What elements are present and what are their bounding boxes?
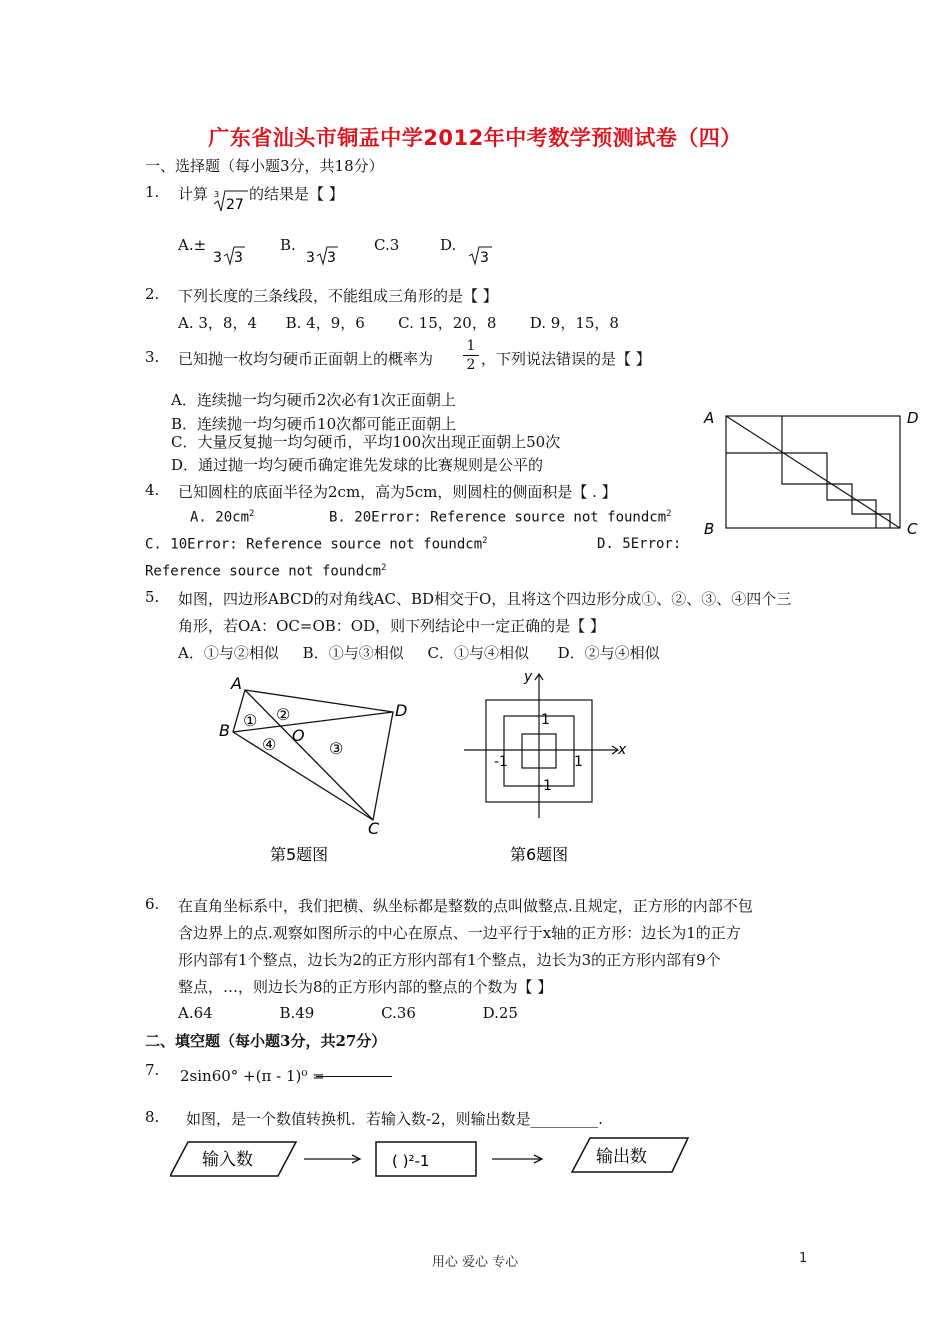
region-1: ① — [243, 711, 258, 730]
label-d: D — [907, 409, 919, 427]
page-number: 1 — [799, 1251, 808, 1266]
question-text: 已知抛一枚均匀硬币正面朝上的概率为 — [178, 350, 434, 368]
label-o: O — [292, 726, 305, 745]
option-b: B．连续抛一均匀硬币10次都可能正面朝上 — [171, 415, 457, 433]
option-b: B. 20Error: Reference source not foundcm$^2$ — [329, 509, 672, 526]
question-text: 计算 — [178, 185, 209, 203]
expression: 2sin60° +(π - 1)⁰ = — [180, 1067, 325, 1085]
question-text-line1: 在直角坐标系中，我们把横、纵坐标都是整数的点叫做整点.且规定，正方形的内部不包 — [178, 897, 753, 915]
option-b: B. — [280, 236, 296, 254]
question-text-suffix: 的结果是【 】 — [249, 185, 344, 203]
question-number: 6. — [145, 895, 160, 913]
region-2: ② — [276, 705, 291, 724]
question-text-line4: 整点，…，则边长为8的正方形内部的整点的个数为【 】 — [178, 978, 553, 996]
radical-index: 3 — [214, 190, 220, 199]
question-number: 4. — [145, 481, 160, 499]
question-number: 5. — [145, 588, 160, 606]
label-c: C — [907, 520, 918, 538]
cube-root-expression — [212, 188, 248, 218]
region-4: ④ — [262, 735, 277, 754]
operation-box-label: ( )²-1 — [392, 1152, 430, 1170]
svg-text:3: 3 — [234, 250, 243, 266]
option-d-value — [468, 243, 494, 271]
page-title: 广东省汕头市铜盂中学2012年中考数学预测试卷（四） — [208, 126, 742, 150]
question-number: 3. — [145, 348, 160, 366]
tick-y-1: 1 — [541, 712, 550, 728]
tick-y-neg1: -1 — [538, 778, 552, 794]
options-row: A. 3，8，4 B. 4，9，6 C. 15，20，8 D. 9，15，8 — [178, 314, 619, 332]
fraction-one-half: 1 2 — [463, 338, 479, 373]
question-number: 8. — [145, 1108, 160, 1126]
region-3: ③ — [329, 739, 344, 758]
label-b: B — [704, 520, 715, 538]
axis-y-label: y — [524, 669, 533, 685]
svg-text:3: 3 — [213, 250, 222, 266]
question-text: 下列长度的三条线段，不能组成三角形的是【 】 — [178, 287, 498, 305]
section-heading-fill-in: 二、填空题（每小题3分，共27分） — [145, 1032, 387, 1050]
option-d: D. — [440, 236, 457, 254]
option-a: A．连续抛一均匀硬币2次必有1次正面朝上 — [171, 391, 456, 409]
label-a: A — [704, 409, 715, 427]
tick-x-1: 1 — [574, 754, 583, 770]
svg-text:3: 3 — [306, 250, 315, 266]
footer-motto: 用心 爱心 专心 — [431, 1255, 519, 1270]
input-box-label: 输入数 — [202, 1150, 253, 1170]
figure-5-quadrilateral — [215, 672, 415, 872]
option-a: A. $20cm^2$ — [190, 509, 255, 526]
question-text-line2: 含边界上的点.观察如图所示的中心在原点、一边平行于x轴的正方形：边长为1的正方 — [178, 924, 741, 942]
section-heading-choice: 一、选择题（每小题3分，共18分） — [145, 157, 384, 175]
option-a-value — [213, 243, 247, 271]
option-c: C. 10Error: Reference source not foundcm$^2$ — [145, 536, 488, 553]
question-number: 7. — [145, 1061, 160, 1079]
options-row: A.64 B.49 C.36 D.25 — [178, 1004, 518, 1022]
answer-blank — [316, 1076, 392, 1077]
axis-x-label: x — [618, 742, 627, 758]
question-text: 已知圆柱的底面半径为2cm，高为5cm，则圆柱的侧面积是【 . 】 — [178, 483, 617, 501]
option-a: A.± — [178, 236, 207, 254]
question-text-line2: 角形，若OA：OC=OB：OD，则下列结论中一定正确的是【 】 — [178, 617, 605, 635]
question-text-suffix: ，下列说法错误的是【 】 — [481, 350, 651, 368]
option-d: D. 5Error: — [597, 536, 682, 552]
option-d-continued: Reference source not foundcm$^2$ — [145, 563, 387, 580]
label-b: B — [219, 721, 230, 740]
figure-6-nested-squares — [452, 668, 642, 872]
output-box-label: 输出数 — [596, 1147, 647, 1167]
tick-x-neg1: -1 — [494, 754, 508, 770]
rectangle-staircase-figure — [700, 404, 930, 548]
svg-text:3: 3 — [480, 250, 489, 266]
question-number: 1. — [145, 183, 160, 201]
question-text: 如图，是一个数值转换机．若输入数-2，则输出数是_________. — [186, 1110, 603, 1128]
label-d: D — [395, 701, 408, 720]
option-c: C．大量反复抛一均匀硬币，平均100次出现正面朝上50次 — [171, 433, 561, 451]
number-converter-flowchart — [170, 1136, 710, 1188]
figure-6-caption: 第6题图 — [510, 845, 569, 864]
svg-text:3: 3 — [327, 250, 336, 266]
option-c: C.3 — [374, 236, 400, 254]
label-a: A — [231, 674, 242, 693]
radicand: 27 — [226, 197, 244, 213]
option-d: D．通过抛一均匀硬币确定谁先发球的比赛规则是公平的 — [171, 456, 544, 474]
option-b-value — [306, 243, 340, 271]
label-c: C — [368, 819, 380, 838]
figure-5-caption: 第5题图 — [270, 845, 329, 864]
options-row: A．①与②相似 B．①与③相似 C．①与④相似 D．②与④相似 — [178, 644, 660, 662]
question-text-line3: 形内部有1个整点，边长为2的正方形内部有1个整点，边长为3的正方形内部有9个 — [178, 951, 721, 969]
question-number: 2. — [145, 285, 160, 303]
question-text-line1: 如图，四边形ABCD的对角线AC、BD相交于O，且将这个四边形分成①、②、③、④四个三 — [178, 590, 792, 608]
